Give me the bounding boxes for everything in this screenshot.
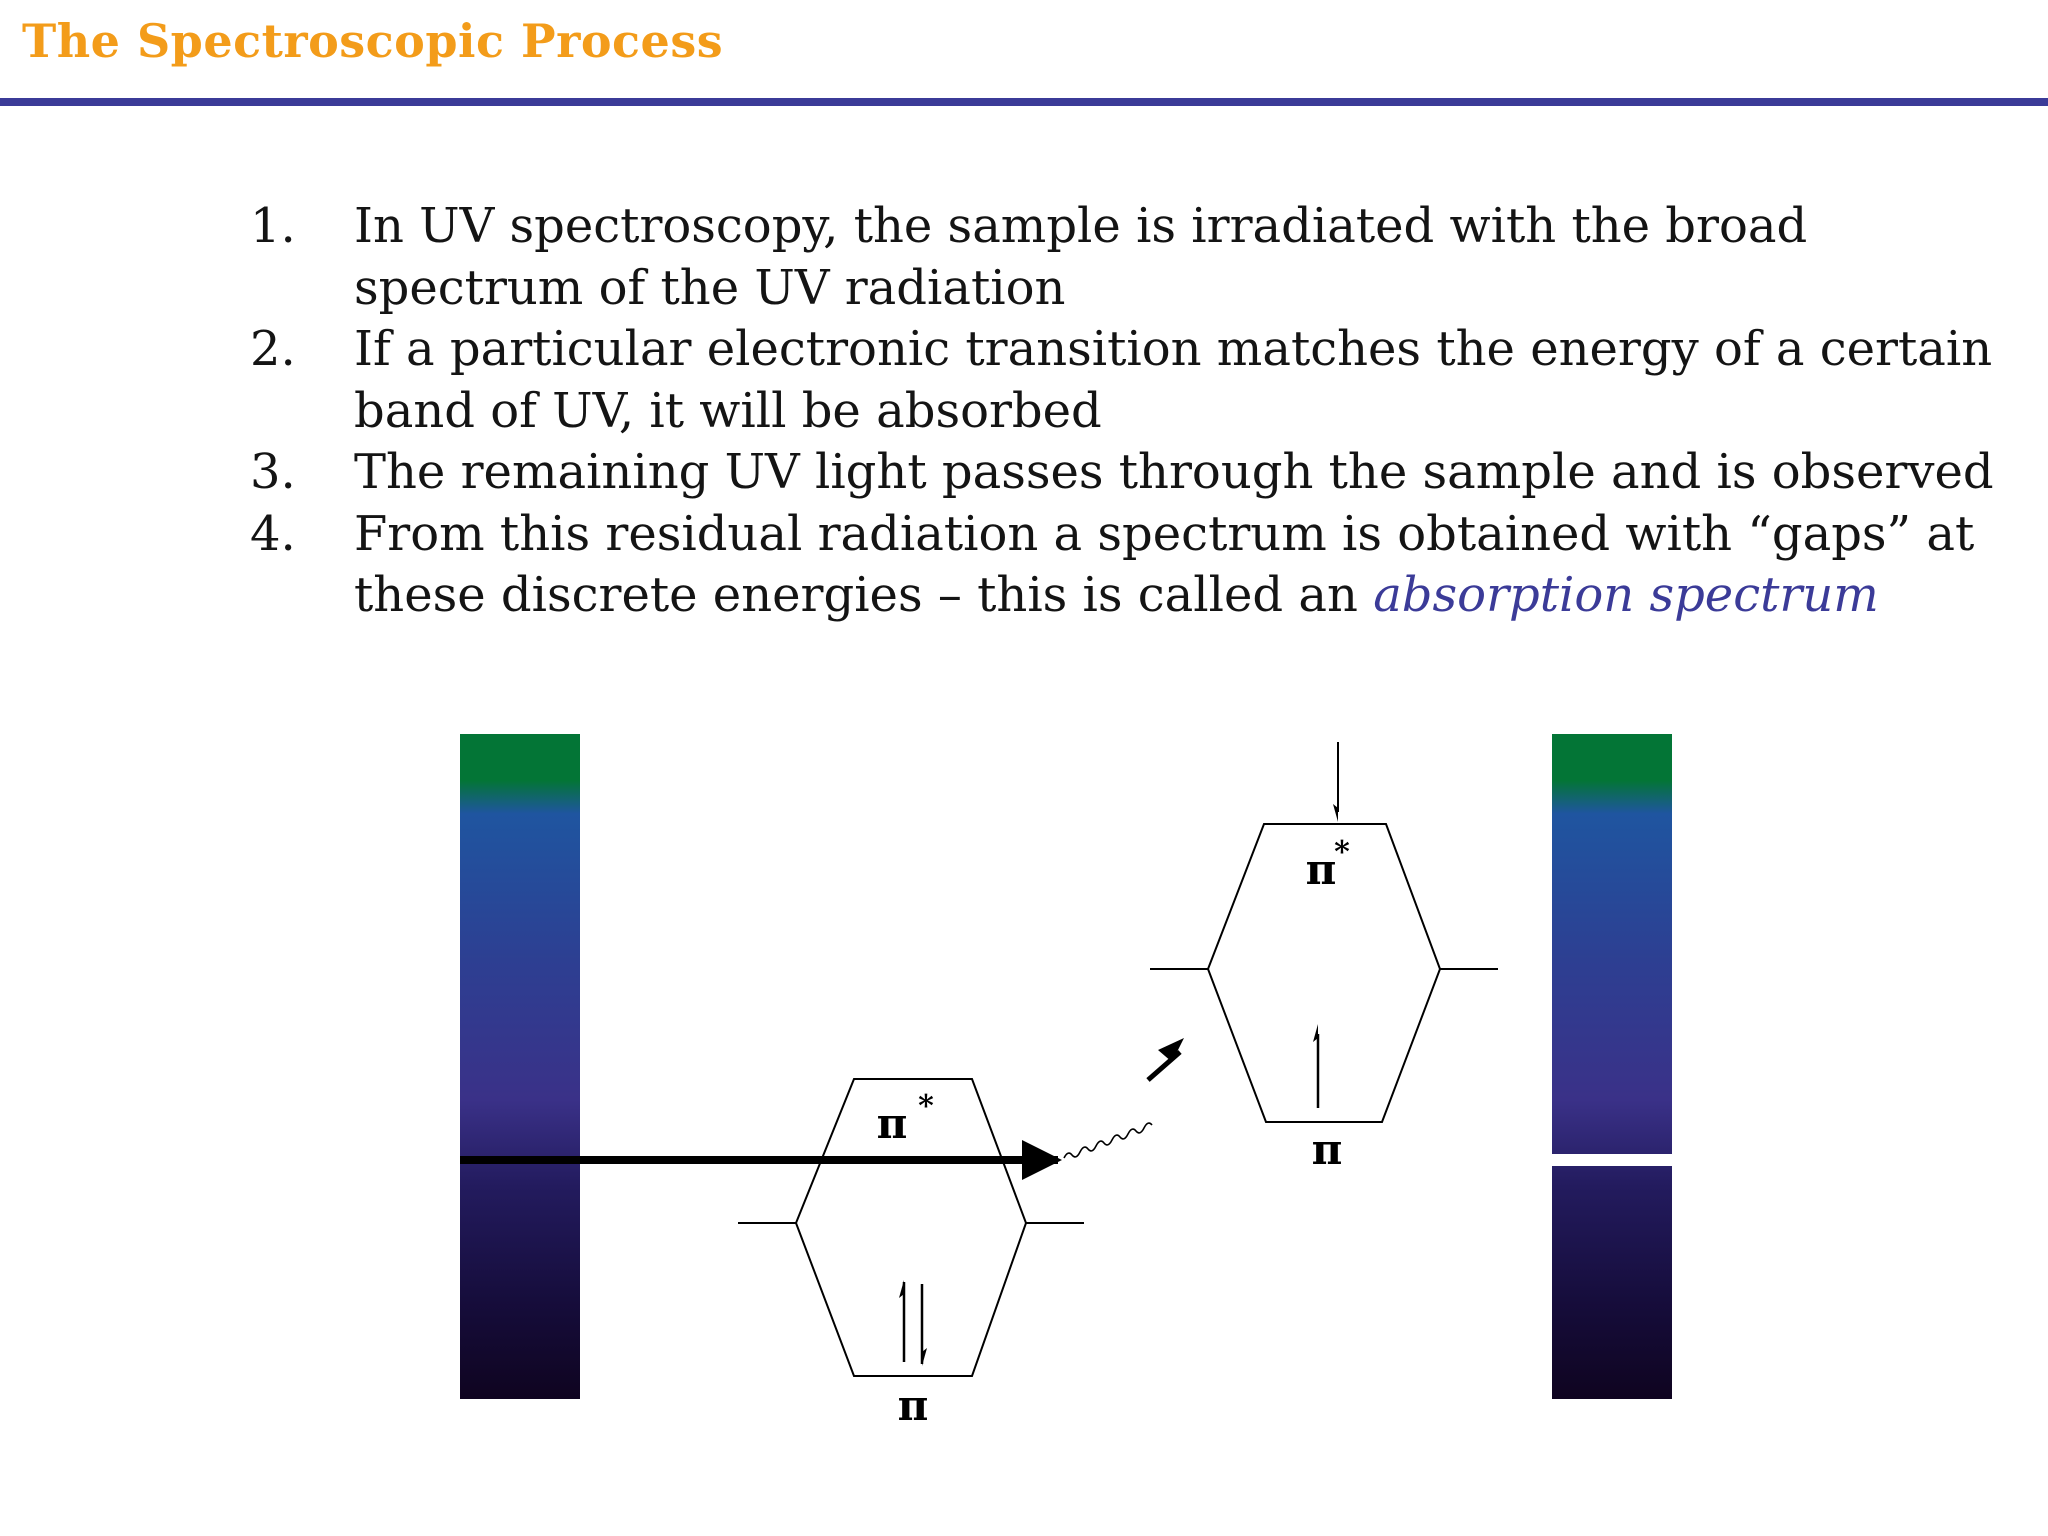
step-text: If a particular electronic transition matches the energy of a certain band of UV, it will be absorbed: [354, 321, 1993, 439]
slide-title: The Spectroscopic Process: [22, 14, 724, 68]
absorption-gap: [1552, 1154, 1672, 1166]
step-text: In UV spectroscopy, the sample is irradiated with the broad spectrum of the UV radiation: [354, 198, 1808, 316]
pi-label: π: [1311, 1125, 1343, 1174]
pi-star-label: π: [1305, 845, 1337, 894]
incident-spectrum-bar: [460, 734, 580, 1399]
ground-state-orbital-diagram: [738, 1079, 1084, 1430]
excitation-arrow-head: [1158, 1038, 1184, 1062]
step-number: 2.: [250, 321, 296, 377]
step-number: 4.: [250, 505, 296, 562]
absorption-spectrum-term: absorption spectrum: [1373, 567, 1879, 623]
excitation-arrow-shaft: [1148, 1052, 1180, 1080]
step-text: The remaining UV light passes through the sample and is observed: [354, 444, 1994, 500]
transmitted-spectrum-bar: [1552, 734, 1672, 1399]
pi-star-superscript: *: [1334, 835, 1350, 870]
step-number: 1.: [250, 198, 296, 254]
pi-star-label: π: [876, 1099, 908, 1148]
excited-state-orbital-diagram: [1150, 742, 1498, 1174]
pi-label: π: [897, 1381, 929, 1430]
step-text: From this residual radiation a spectrum is obtained with “gaps” at these discrete energies – this is called an: [354, 505, 1975, 623]
excitation-wavy-arrow: [1064, 1123, 1152, 1158]
step-number: 3.: [250, 444, 296, 500]
pi-star-superscript: *: [918, 1089, 934, 1124]
